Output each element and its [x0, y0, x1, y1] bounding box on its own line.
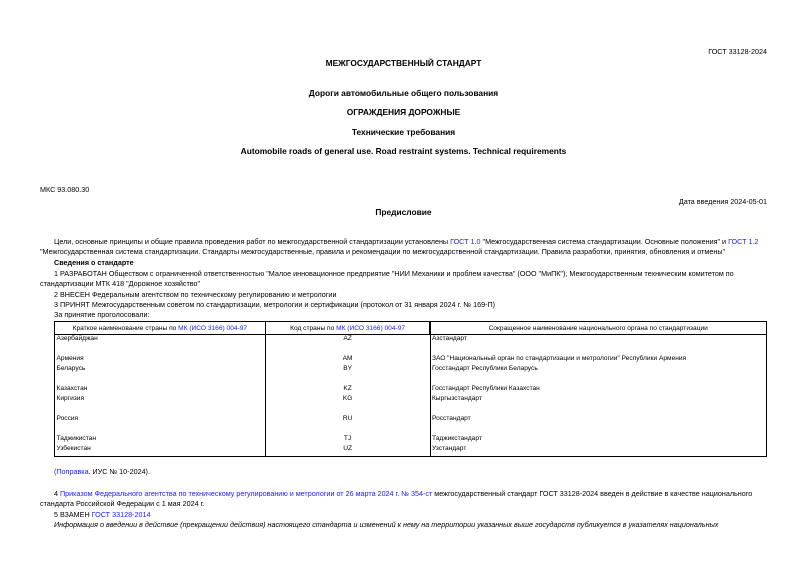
voting-countries-table	[54, 321, 767, 455]
mks-code: МКС 93.080.30	[40, 185, 90, 194]
item-4-order: 4 Приказом Федерального агентства по техническому регулированию и метрологии от 26 марта 2024 г. № 354-ст межгосударственный стандарт ГОСТ 33128-2024 введен в действие в качестве национального стандарта Российской Федерации с 1 мая 2024 г.	[40, 489, 753, 508]
standards-body-cell	[430, 345, 767, 355]
column-header-code: Код страны по МК (ИСО 3166) 004-97	[265, 322, 430, 335]
standards-body-cell	[430, 425, 767, 435]
country-cell: Россия	[56, 415, 79, 422]
standards-body-cell: ЗАО "Национальный орган по стандартизации и метрологии" Республики Армения	[431, 355, 687, 362]
standards-body-cell: Росстандарт	[431, 415, 471, 422]
code-cell: KG	[342, 395, 353, 402]
mk-iso-link[interactable]: МК (ИСО 3166) 004-97	[336, 324, 406, 332]
country-cell: Беларусь	[56, 365, 86, 372]
country-cell: Армения	[56, 355, 84, 362]
standards-body-cell: Таджикстандарт	[431, 435, 482, 442]
standard-type: МЕЖГОСУДАРСТВЕННЫЙ СТАНДАРТ	[325, 58, 482, 68]
amendment-link[interactable]: (Поправка	[54, 467, 89, 476]
info-heading: Сведения о стандарте	[54, 258, 134, 267]
table-divider	[265, 321, 266, 457]
item-5-replaces: 5 ВЗАМЕН ГОСТ 33128-2014	[54, 510, 151, 519]
code-cell: AZ	[343, 335, 352, 342]
foreword-heading: Предисловие	[375, 207, 432, 217]
code-cell: UZ	[343, 445, 352, 452]
table-row	[55, 355, 767, 365]
voted-label: За принятие проголосовали:	[54, 310, 150, 319]
item-2-submitted: 2 ВНЕСЕН Федеральным агентством по техническому регулированию и метрологии	[54, 290, 337, 299]
country-cell: Таджикистан	[56, 435, 96, 442]
table-row	[55, 405, 767, 415]
amendment-note: (Поправка. ИУС № 10-2024).	[54, 467, 150, 476]
gost-1-2-link[interactable]: ГОСТ 1.2	[728, 237, 759, 246]
mk-iso-link[interactable]: МК (ИСО 3166) 004-97	[178, 324, 248, 332]
gost-2014-link[interactable]: ГОСТ 33128-2014	[91, 510, 151, 519]
country-cell	[55, 375, 266, 385]
standards-body-cell	[430, 405, 767, 415]
code-cell: KZ	[343, 385, 352, 392]
table-row	[55, 415, 767, 425]
standards-body-cell	[430, 375, 767, 385]
table-row	[55, 435, 767, 445]
country-cell	[55, 345, 266, 355]
title-line1: Дороги автомобильные общего пользования	[308, 88, 499, 98]
table-row	[55, 385, 767, 395]
introduction-date: Дата введения 2024-05-01	[678, 197, 767, 206]
code-cell	[265, 345, 430, 355]
title-line3: Технические требования	[351, 127, 456, 137]
table-row	[55, 335, 767, 346]
item-3-adopted: 3 ПРИНЯТ Межгосударственным советом по стандартизации, метрологии и сертификации (протокол от 31 января 2024 г. № 169-П)	[54, 300, 496, 309]
gost-1-0-link[interactable]: ГОСТ 1.0	[450, 237, 481, 246]
code-cell: RU	[342, 415, 353, 422]
order-link[interactable]: Приказом Федерального агентства по техническому регулированию и метрологии от 26 марта 2024 г. № 354-ст	[60, 489, 433, 498]
table-row	[55, 425, 767, 435]
standards-body-cell: Госстандарт Республики Казахстан	[431, 385, 540, 392]
item-1-developed: 1 РАЗРАБОТАН Обществом с ограниченной ответственностью "Малое инновационное предприятие "НИИ Механики и проблем качества" (ООО "МиПК"), Межгосударственным техническим комитетом по стандартизации МТК 418 "Дорожное хозяйство"	[40, 269, 734, 288]
code-cell: BY	[343, 365, 352, 372]
country-cell	[55, 425, 266, 435]
standards-body-cell: Госстандарт Республики Беларусь	[431, 365, 538, 372]
table-row	[55, 365, 767, 375]
country-cell: Казахстан	[56, 385, 88, 392]
country-cell	[55, 405, 266, 415]
table-row	[55, 445, 767, 455]
country-cell: Узбекистан	[56, 445, 91, 452]
country-cell: Киргизия	[56, 395, 85, 402]
code-cell	[265, 405, 430, 415]
table-divider	[430, 321, 431, 457]
column-header-body: Сокращенное наименование национального органа по стандартизации	[430, 322, 767, 335]
code-cell	[265, 425, 430, 435]
code-cell: TJ	[343, 435, 352, 442]
foreword-paragraph-1: Цели, основные принципы и общие правила проведения работ по межгосударственной стандартизации установлены ГОСТ 1.0 "Межгосударственная система стандартизации. Основные положения" и ГОСТ 1.2 "Межгосударственная система стандартизации. Стандарты межгосударственные, правила и рекомендации по межгосударственной стандартизации. Правила разработки, принятия, обновления и отмены"	[40, 237, 759, 256]
table-row	[55, 375, 767, 385]
title-english: Automobile roads of general use. Road restraint systems. Technical requirements	[240, 146, 567, 156]
standards-body-cell: Узстандарт	[431, 445, 467, 452]
title-line2: ОГРАЖДЕНИЯ ДОРОЖНЫЕ	[346, 107, 461, 117]
column-header-country: Краткое наименование страны по МК (ИСО 3166) 004-97	[55, 322, 266, 335]
table-row	[55, 345, 767, 355]
introduction-info-note: Информация о введении в действие (прекращении действия) настоящего стандарта и изменений к нему на территории указанных выше государств публикуется в указателях национальных	[54, 520, 719, 529]
country-cell: Азербайджан	[56, 335, 98, 342]
table-header-row	[55, 322, 767, 335]
code-cell	[265, 375, 430, 385]
document-code: ГОСТ 33128-2024	[708, 47, 767, 56]
standards-body-cell: Кыргызстандарт	[431, 395, 482, 402]
standards-body-cell: Азстандарт	[431, 335, 467, 342]
code-cell: AM	[342, 355, 353, 362]
table-row	[55, 395, 767, 405]
